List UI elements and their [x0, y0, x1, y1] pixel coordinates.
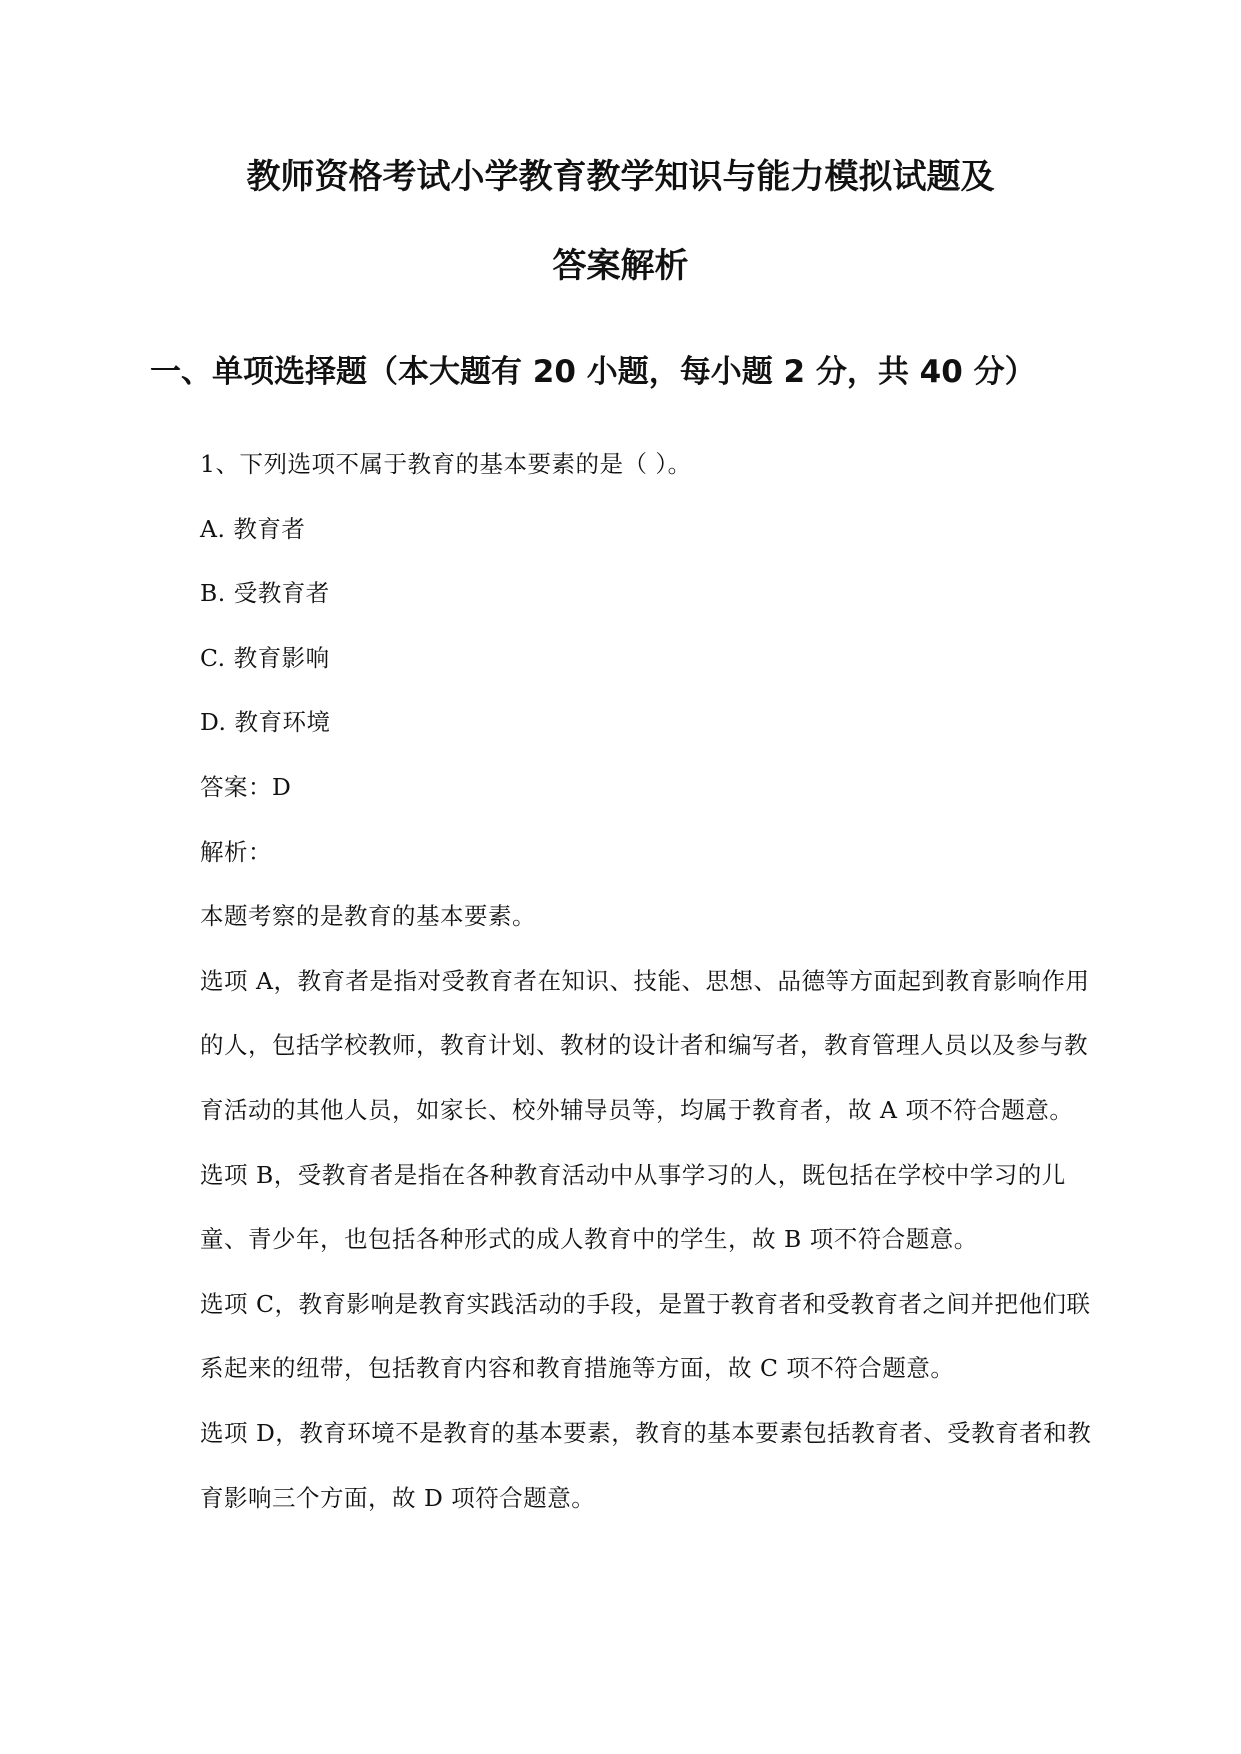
analysis-option-a: 选项 A，教育者是指对受教育者在知识、技能、思想、品德等方面起到教育影响作用的人，包括学校教师，教育计划、教材的设计者和编写者，教育管理人员以及参与教育活动的其他人员，如家长、校外辅导员等，均属于教育者，故 A 项不符合题意。	[200, 966, 1090, 1124]
question-stem: 1、下列选项不属于教育的基本要素的是（ ）。	[200, 450, 692, 478]
analysis-label: 解析：	[200, 837, 272, 866]
answer-line: 答案：D	[200, 772, 292, 801]
analysis-intro: 本题考察的是教育的基本要素。	[200, 902, 536, 931]
analysis-option-c: 选项 C，教育影响是教育实践活动的手段，是置于教育者和受教育者之间并把他们联系起来的纽带，包括教育内容和教育措施等方面，故 C 项不符合题意。	[200, 1289, 1091, 1383]
analysis-option-b: 选项 B，受教育者是指在各种教育活动中从事学习的人，既包括在学校中学习的儿童、青少年，也包括各种形式的成人教育中的学生，故 B 项不符合题意。	[200, 1160, 1066, 1254]
option-d: D. 教育环境	[200, 708, 331, 737]
section-heading: 一、单项选择题（本大题有 20 小题，每小题 2 分，共 40 分）	[150, 354, 1036, 390]
document-title-line-1: 教师资格考试小学教育教学知识与能力模拟试题及	[246, 157, 995, 197]
option-b: B. 受教育者	[200, 579, 330, 608]
question-1	[200, 432, 1100, 1530]
option-c: C. 教育影响	[200, 643, 330, 672]
document-title-line-2: 答案解析	[552, 246, 689, 286]
analysis-option-d: 选项 D，教育环境不是教育的基本要素，教育的基本要素包括教育者、受教育者和教育影响三个方面，故 D 项符合题意。	[200, 1418, 1092, 1512]
option-a: A. 教育者	[200, 514, 306, 543]
